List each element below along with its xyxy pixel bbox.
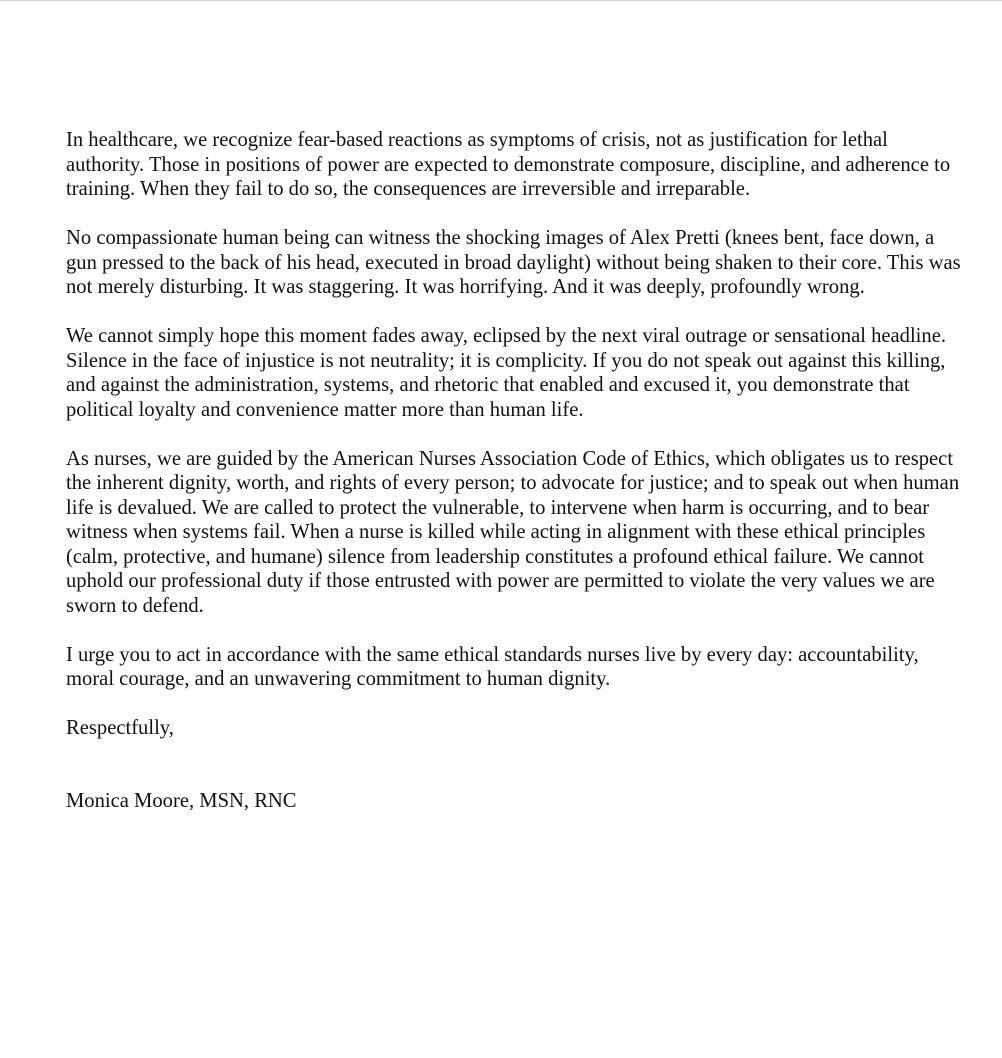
signature-spacer	[66, 765, 966, 789]
paragraph-2: No compassionate human being can witness the shocking images of Alex Pretti (knees bent, face down, a gun pressed to the back of his head, executed in broad daylight) without being shaken to their core. This was not merely disturbing. It was staggering. It was horrifying. And it was deeply, profoundly wrong.	[66, 226, 961, 299]
signature: Monica Moore, MSN, RNC	[66, 790, 297, 812]
paragraph-5: I urge you to act in accordance with the same ethical standards nurses live by every day: accountability, moral courage, and an unwavering commitment to human dignity.	[66, 643, 919, 691]
paragraph-3: We cannot simply hope this moment fades away, eclipsed by the next viral outrage or sensational headline. Silence in the face of injustice is not neutrality; it is complicity. If you do not speak out against this killing, and against the administration, systems, and rhetoric that enabled and excused it, you demonstrate that political loyalty and convenience matter more than human life.	[66, 324, 946, 421]
closing: Respectfully,	[66, 717, 174, 740]
paragraph-1: In healthcare, we recognize fear-based reactions as symptoms of crisis, not as justification for lethal authority. Those in positions of power are expected to demonstrate composure, discipline, and adherence to training. When they fail to do so, the consequences are irreversible and irreparable.	[66, 129, 951, 201]
paragraph-4: As nurses, we are guided by the American Nurses Association Code of Ethics, which obligates us to respect the inherent dignity, worth, and rights of every person; to advocate for justice; and to speak out when human life is devalued. We are called to protect the vulnerable, to intervene when harm is occurring, and to bear witness when systems fail. When a nurse is killed while acting in alignment with these ethical principles (calm, protective, and humane) silence from leadership constitutes a profound ethical failure. We cannot uphold our professional duty if those entrusted with power are permitted to violate the very values we are sworn to defend.	[66, 447, 960, 618]
top-divider	[0, 0, 1002, 1]
letter-body	[66, 128, 966, 838]
